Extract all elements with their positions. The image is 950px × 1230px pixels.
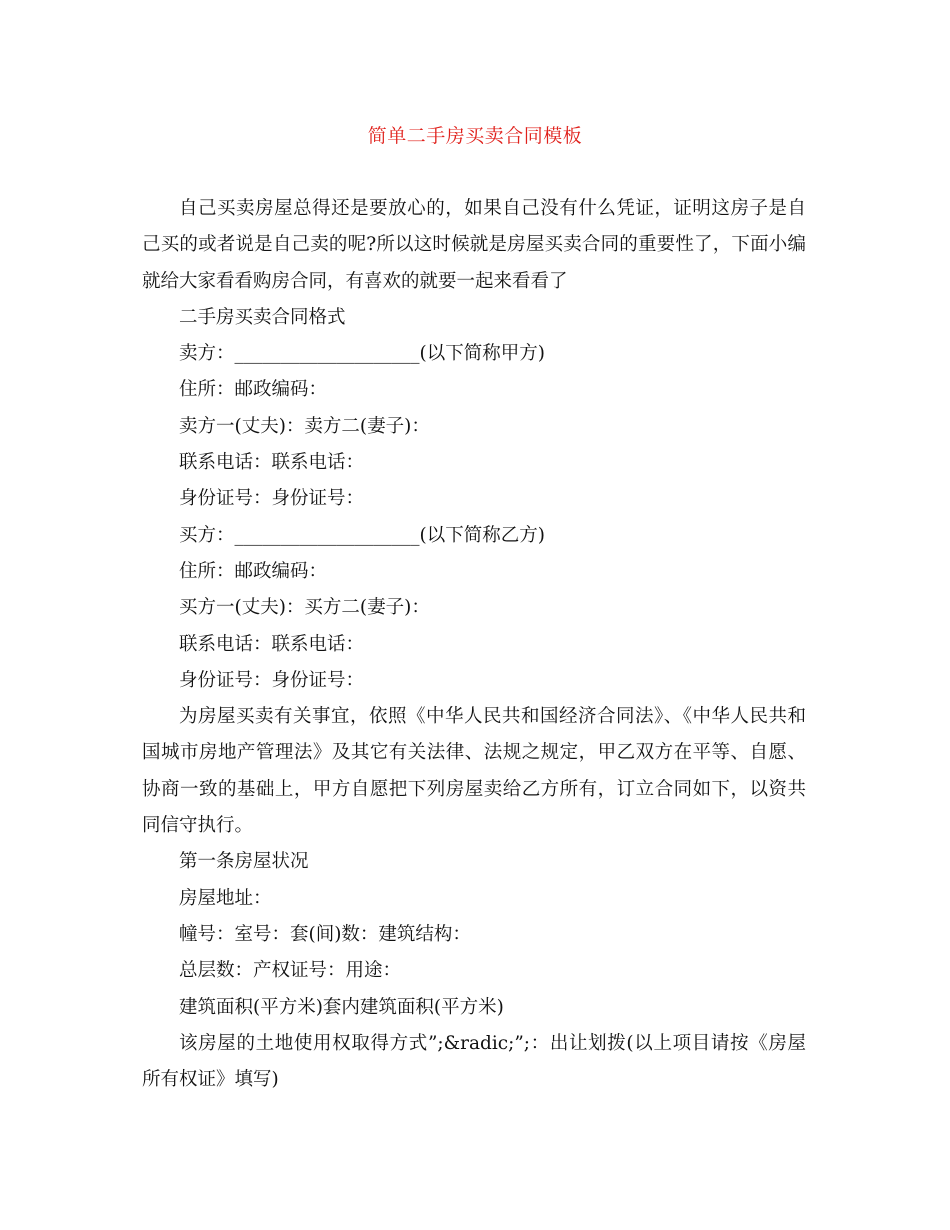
intro-paragraph: 自己买卖房屋总得还是要放心的，如果自己没有什么凭证，证明这房子是自己买的或者说是自己卖的呢?所以这时候就是房屋买卖合同的重要性了，下面小编就给大家看看购房合同，有喜欢的就要一起来看看了 [142,198,806,292]
buyer-phone-line: 联系电话：联系电话： [179,633,365,655]
buyer-line: 买方：____________________(以下简称乙方) [179,524,545,546]
buyer-id-line: 身份证号：身份证号： [179,669,365,691]
section-heading: 二手房买卖合同格式 [179,306,346,328]
buyer-parties-line: 买方一(丈夫)：买方二(妻子)： [179,597,430,619]
preamble-paragraph: 为房屋买卖有关事宜，依照《中华人民共和国经济合同法》、《中华人民共和国城市房地产管理法》及其它有关法律、法规之规定，甲乙双方在平等、自愿、协商一致的基础上，甲方自愿把下列房屋卖给乙方所有，订立合同如下，以资共同信守执行。 [142,706,806,837]
document-title: 简单二手房买卖合同模板 [367,125,583,147]
document-body [142,191,806,1098]
land-use-paragraph: 该房屋的土地使用权取得方式”;&radic;”;：出让划拨(以上项目请按《房屋所有权证》填写) [142,1032,806,1091]
seller-line: 卖方：____________________(以下简称甲方) [179,343,545,365]
area-line: 建筑面积(平方米)套内建筑面积(平方米) [179,996,504,1018]
seller-parties-line: 卖方一(丈夫)：卖方二(妻子)： [179,415,430,437]
property-address-line: 房屋地址： [179,887,272,909]
seller-id-line: 身份证号：身份证号： [179,488,365,510]
buyer-address-line: 住所：邮政编码： [179,560,328,582]
seller-address-line: 住所：邮政编码： [179,379,328,401]
building-details-line: 幢号：室号：套(间)数：建筑结构： [179,923,471,945]
seller-phone-line: 联系电话：联系电话： [179,452,365,474]
floors-certificate-line: 总层数：产权证号：用途： [179,960,402,982]
article-one-heading: 第一条房屋状况 [179,851,309,873]
